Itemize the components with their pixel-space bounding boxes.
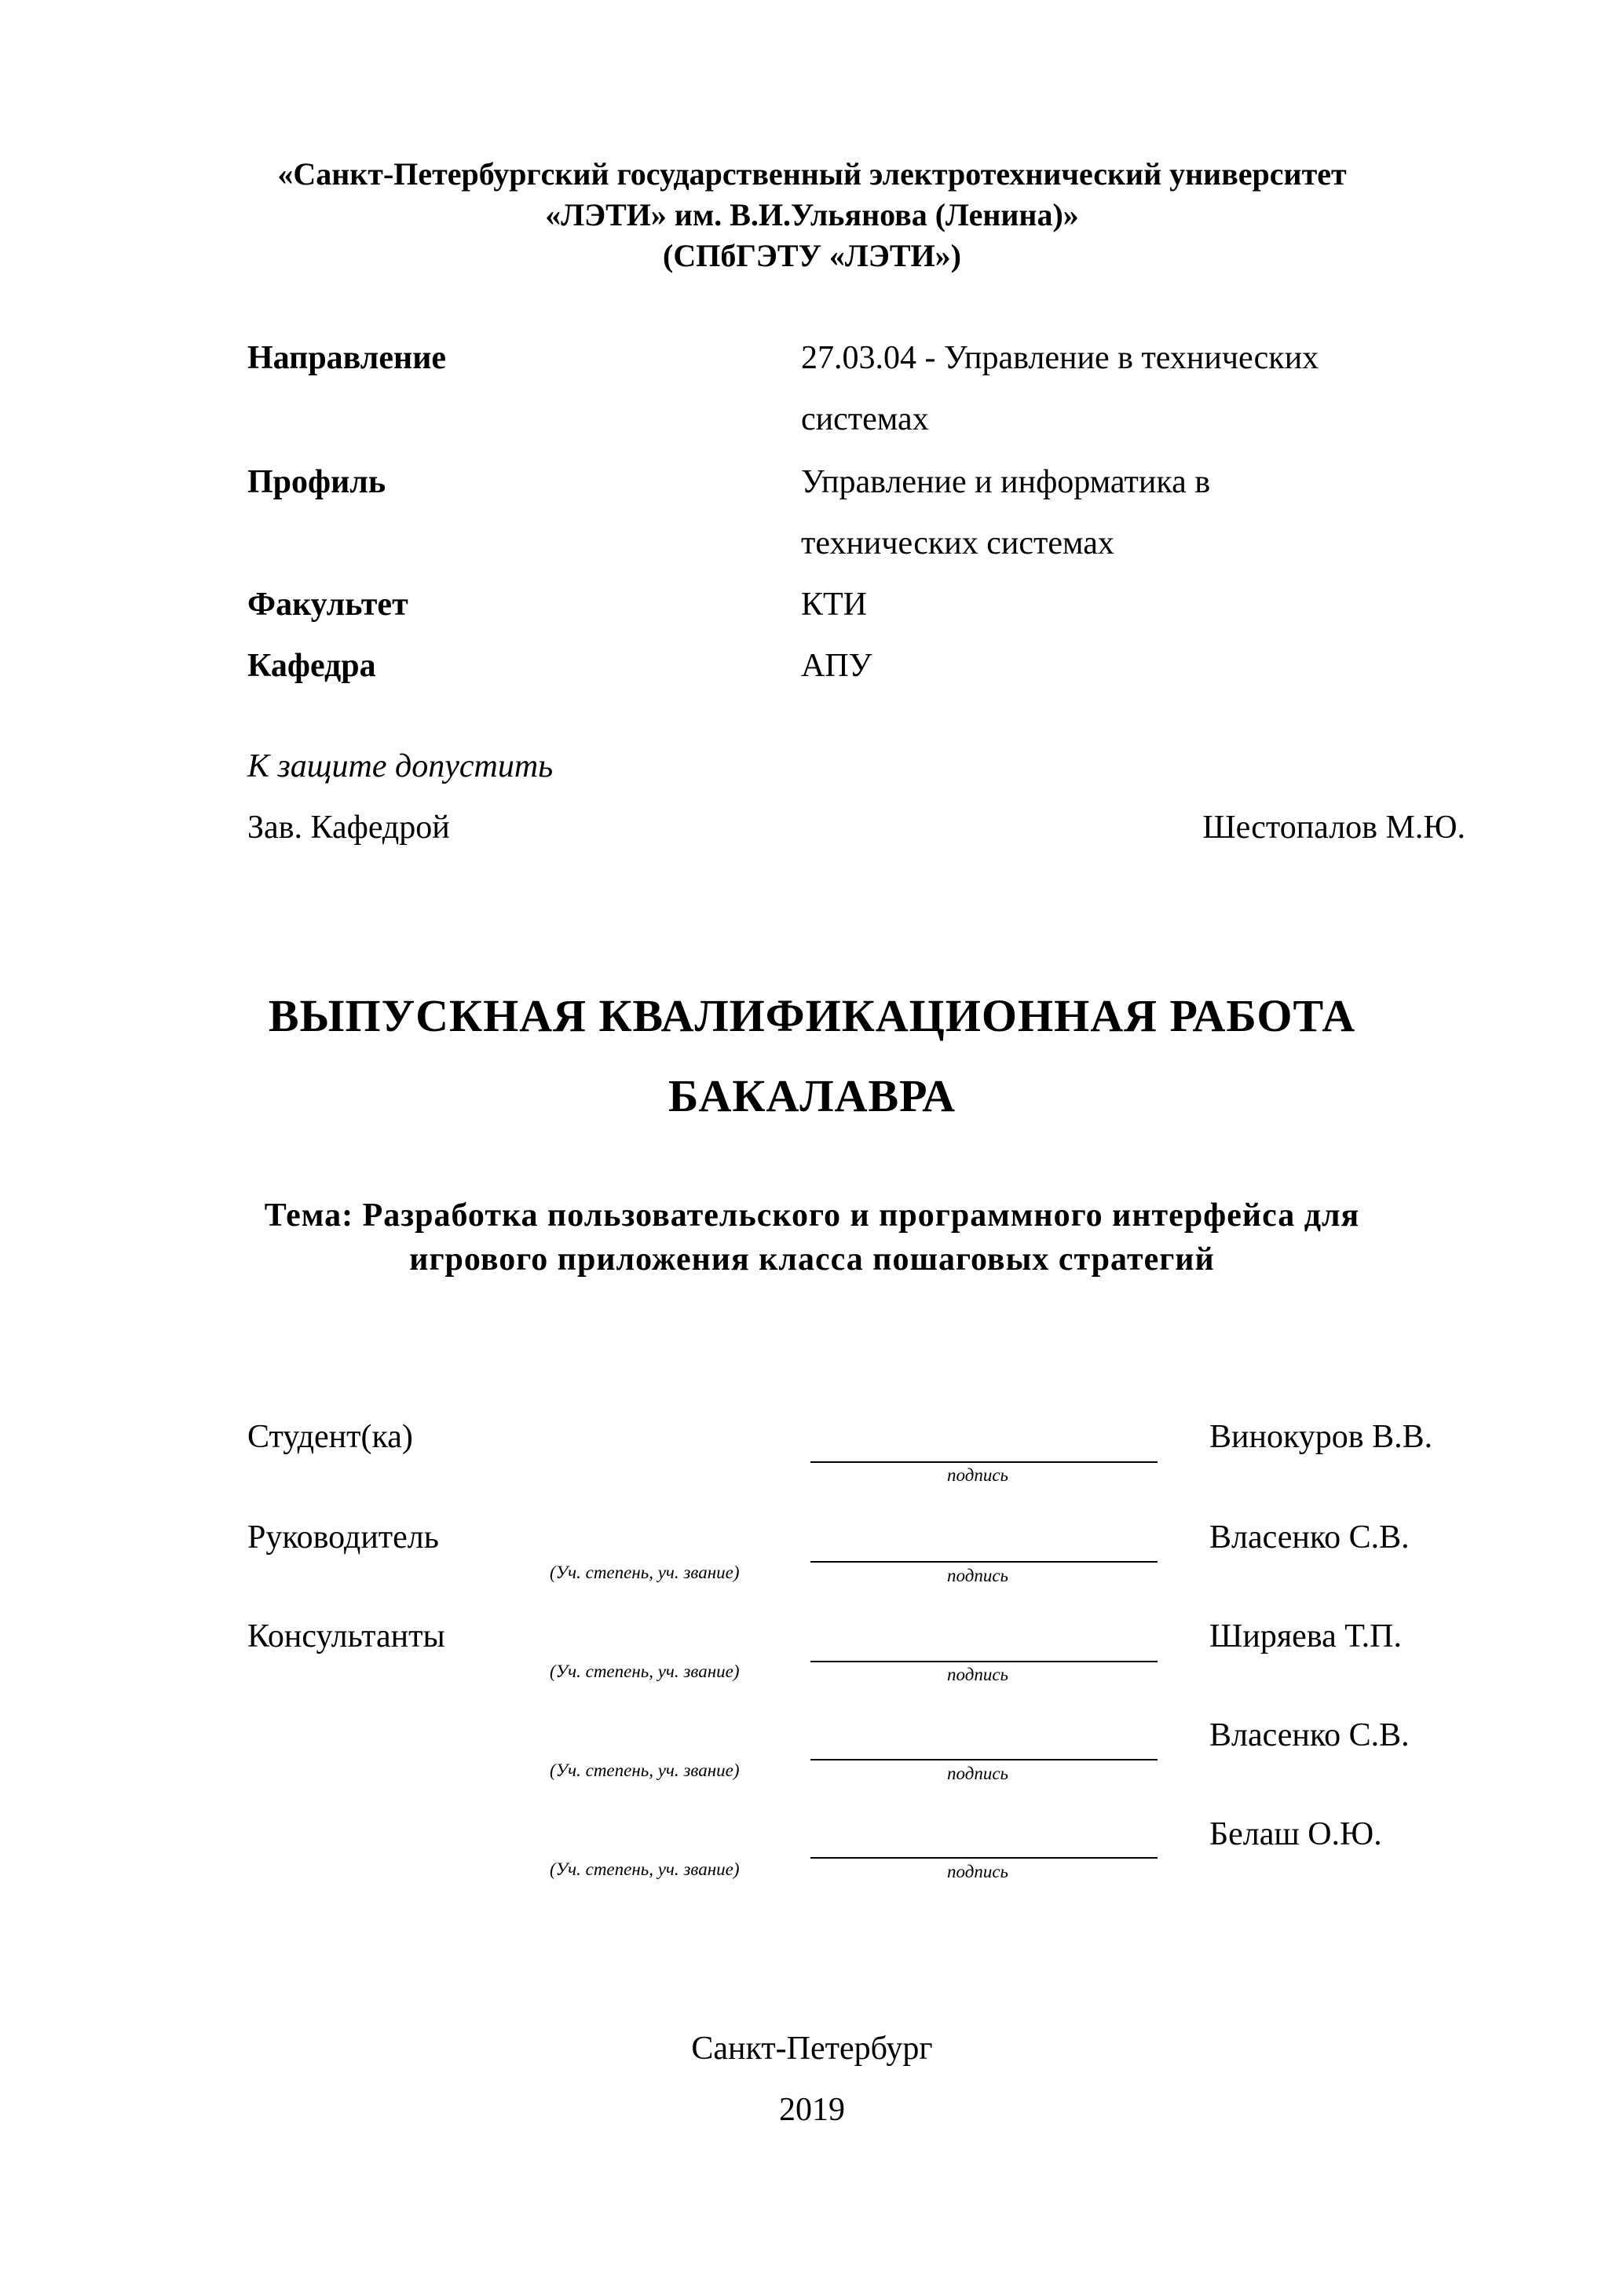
signature-name-student: Винокуров В.В. <box>1209 1419 1433 1455</box>
signature-name-consultant-1: Ширяева Т.П. <box>1209 1618 1403 1654</box>
signature-caption: подпись <box>947 1465 1009 1485</box>
signature-caption: подпись <box>947 1862 1009 1881</box>
signature-name-consultant-2: Власенко С.В. <box>1209 1717 1410 1753</box>
info-value-profile-line2: технических системах <box>801 525 1114 561</box>
footer-year: 2019 <box>779 2092 845 2128</box>
signature-role-student: Студент(ка) <box>247 1419 413 1455</box>
info-value-faculty: КТИ <box>801 587 867 623</box>
info-label-faculty: Факультет <box>247 587 408 623</box>
footer-city: Санкт-Петербург <box>691 2031 933 2067</box>
degree-caption: (Уч. степень, уч. звание) <box>550 1662 740 1681</box>
head-of-department-name: Шестопалов М.Ю. <box>1202 810 1465 846</box>
info-label-department: Кафедра <box>247 648 376 684</box>
signature-caption: подпись <box>947 1665 1009 1684</box>
university-name-line2: «ЛЭТИ» им. В.И.Ульянова (Ленина)» <box>545 197 1079 232</box>
info-label-profile: Профиль <box>247 464 386 500</box>
thesis-theme-line1: Тема: Разработка пользовательского и программного интерфейса для <box>264 1197 1360 1234</box>
admission-note: К защите допустить <box>247 748 554 784</box>
signature-name-consultant-3: Белаш О.Ю. <box>1209 1816 1382 1852</box>
thesis-theme-line2: игрового приложения класса пошаговых стратегий <box>409 1241 1215 1278</box>
signature-role-consultants: Консультанты <box>247 1618 445 1654</box>
document-title-line1: ВЫПУСКНАЯ КВАЛИФИКАЦИОННАЯ РАБОТА <box>268 990 1356 1041</box>
info-value-direction-line1: 27.03.04 - Управление в технических <box>801 340 1319 376</box>
head-of-department-label: Зав. Кафедрой <box>247 810 450 846</box>
signature-caption: подпись <box>947 1764 1009 1783</box>
degree-caption: (Уч. степень, уч. звание) <box>550 1760 740 1780</box>
signature-line <box>810 1857 1158 1859</box>
info-value-profile-line1: Управление и информатика в <box>801 464 1211 500</box>
signature-name-supervisor: Власенко С.В. <box>1209 1519 1410 1556</box>
degree-caption: (Уч. степень, уч. звание) <box>550 1859 740 1879</box>
degree-caption: (Уч. степень, уч. звание) <box>550 1563 740 1582</box>
signature-role-supervisor: Руководитель <box>247 1519 439 1556</box>
info-value-direction-line2: системах <box>801 401 929 437</box>
info-label-direction: Направление <box>247 340 447 376</box>
signature-caption: подпись <box>947 1566 1009 1585</box>
info-value-department: АПУ <box>801 648 872 684</box>
signature-line <box>810 1661 1158 1662</box>
signature-line <box>810 1461 1158 1463</box>
document-title-line2: БАКАЛАВРА <box>668 1070 956 1121</box>
university-name-line1: «Санкт-Петербургский государственный электротехнический университет <box>277 156 1347 192</box>
signature-line <box>810 1759 1158 1760</box>
signature-line <box>810 1561 1158 1563</box>
university-abbreviation: (СПбГЭТУ «ЛЭТИ») <box>663 238 961 273</box>
